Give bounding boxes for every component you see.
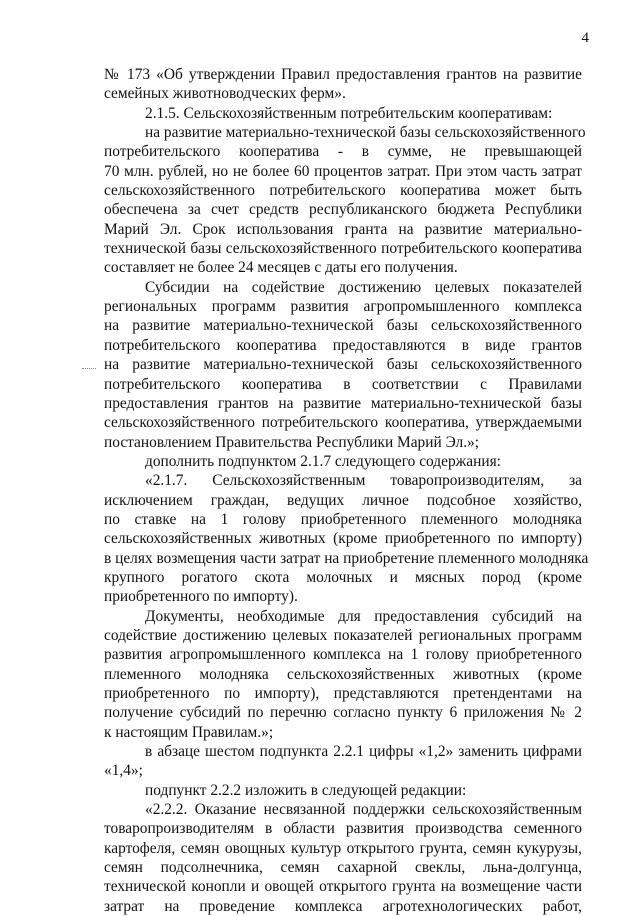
text-line: потребительского кооператива предоставляются в виде грантов xyxy=(104,336,582,354)
text-line: получение субсидий по перечню согласно пункту 6 приложения № 2 xyxy=(104,704,582,722)
text-line: «1,4»; xyxy=(104,762,143,780)
text-line: потребительского кооператива в соответствии с Правилами xyxy=(104,375,582,393)
text-line: исключением граждан, ведущих личное подсобное хозяйство, xyxy=(104,491,582,509)
text-line: в целях возмещения части затрат на приобретение племенного молодняка xyxy=(104,549,589,567)
text-line: приобретенного по импорту). xyxy=(104,588,298,606)
text-line: Марий Эл. Срок использования гранта на развитие материально- xyxy=(104,220,582,238)
text-line: дополнить подпунктом 2.1.7 следующего содержания: xyxy=(145,452,501,470)
text-line: на развитие материально-технической базы сельскохозяйственного xyxy=(104,317,582,335)
text-line: приобретенного по импорту), представляются претендентами на xyxy=(104,685,582,702)
text-line: подпункт 2.2.2 изложить в следующей редакции: xyxy=(145,781,467,799)
text-line: технической базы сельскохозяйственного потребительского кооператива xyxy=(104,240,582,258)
margin-mark xyxy=(82,368,96,369)
text-line: Документы, необходимые для предоставления субсидий на xyxy=(145,607,582,625)
text-line: семян подсолнечника, семян сахарной свеклы, льна-долгунца, xyxy=(104,859,582,877)
text-line: 70 млн. рублей, но не более 60 процентов затрат. При этом часть затрат xyxy=(104,162,582,180)
text-line: на развитие материально-технической базы сельскохозяйственного xyxy=(104,356,582,374)
text-line: к настоящим Правилам.»; xyxy=(104,723,274,741)
text-line: постановлением Правительства Республики Марий Эл.»; xyxy=(104,433,480,451)
text-line: потребительского кооператива - в сумме, не превышающей xyxy=(104,143,582,161)
text-line: племенного молодняка сельскохозяйственных животных (кроме xyxy=(104,665,582,683)
text-line: развития агропромышленного комплекса на 1 голову приобретенного xyxy=(104,646,582,664)
document-body xyxy=(104,65,589,916)
text-line: сельскохозяйственных животных (кроме приобретенного по импорту) xyxy=(104,530,582,548)
text-line: сельскохозяйственного потребительского кооператива может быть xyxy=(104,182,582,200)
text-line: предоставления грантов на развитие материально-технической базы xyxy=(104,394,582,412)
text-line: технической конопли и овощей открытого грунта на возмещение части xyxy=(104,878,582,896)
text-line: Субсидии на содействие достижению целевых показателей xyxy=(145,278,582,296)
text-line: товаропроизводителям в области развития производства семенного xyxy=(104,820,582,838)
text-line: по ставке на 1 голову приобретенного племенного молодняка xyxy=(104,510,582,528)
text-line: региональных программ развития агропромышленного комплекса xyxy=(104,298,582,316)
text-line: крупного рогатого скота молочных и мясных пород (кроме xyxy=(104,568,582,586)
text-line: № 173 «Об утверждении Правил предоставления грантов на развитие xyxy=(104,66,582,83)
text-line: затрат на проведение комплекса агротехнологических работ, xyxy=(104,897,582,915)
text-line: обеспечена за счет средств республиканского бюджета Республики xyxy=(104,201,582,219)
text-line: «2.1.7. Сельскохозяйственным товаропроизводителям, за xyxy=(145,472,582,490)
text-line: на развитие материально-технической базы сельскохозяйственного xyxy=(145,124,586,142)
text-line: составляет не более 24 месяцев с даты его получения. xyxy=(104,259,458,277)
text-line: «2.2.2. Оказание несвязанной поддержки сельскохозяйственным xyxy=(145,801,582,819)
page-number: 4 xyxy=(581,30,589,46)
text-line: содействие достижению целевых показателей региональных программ xyxy=(104,626,582,644)
text-line: семейных животноводческих ферм». xyxy=(104,85,346,103)
text-line: 2.1.5. Сельскохозяйственным потребительским кооперативам: xyxy=(145,104,553,122)
text-line: в абзаце шестом подпункта 2.2.1 цифры «1,2» заменить цифрами xyxy=(145,743,582,761)
text-line: сельскохозяйственного потребительского кооператива, утверждаемыми xyxy=(104,414,582,432)
text-line: картофеля, семян овощных культур открытого грунта, семян кукурузы, xyxy=(104,839,582,857)
